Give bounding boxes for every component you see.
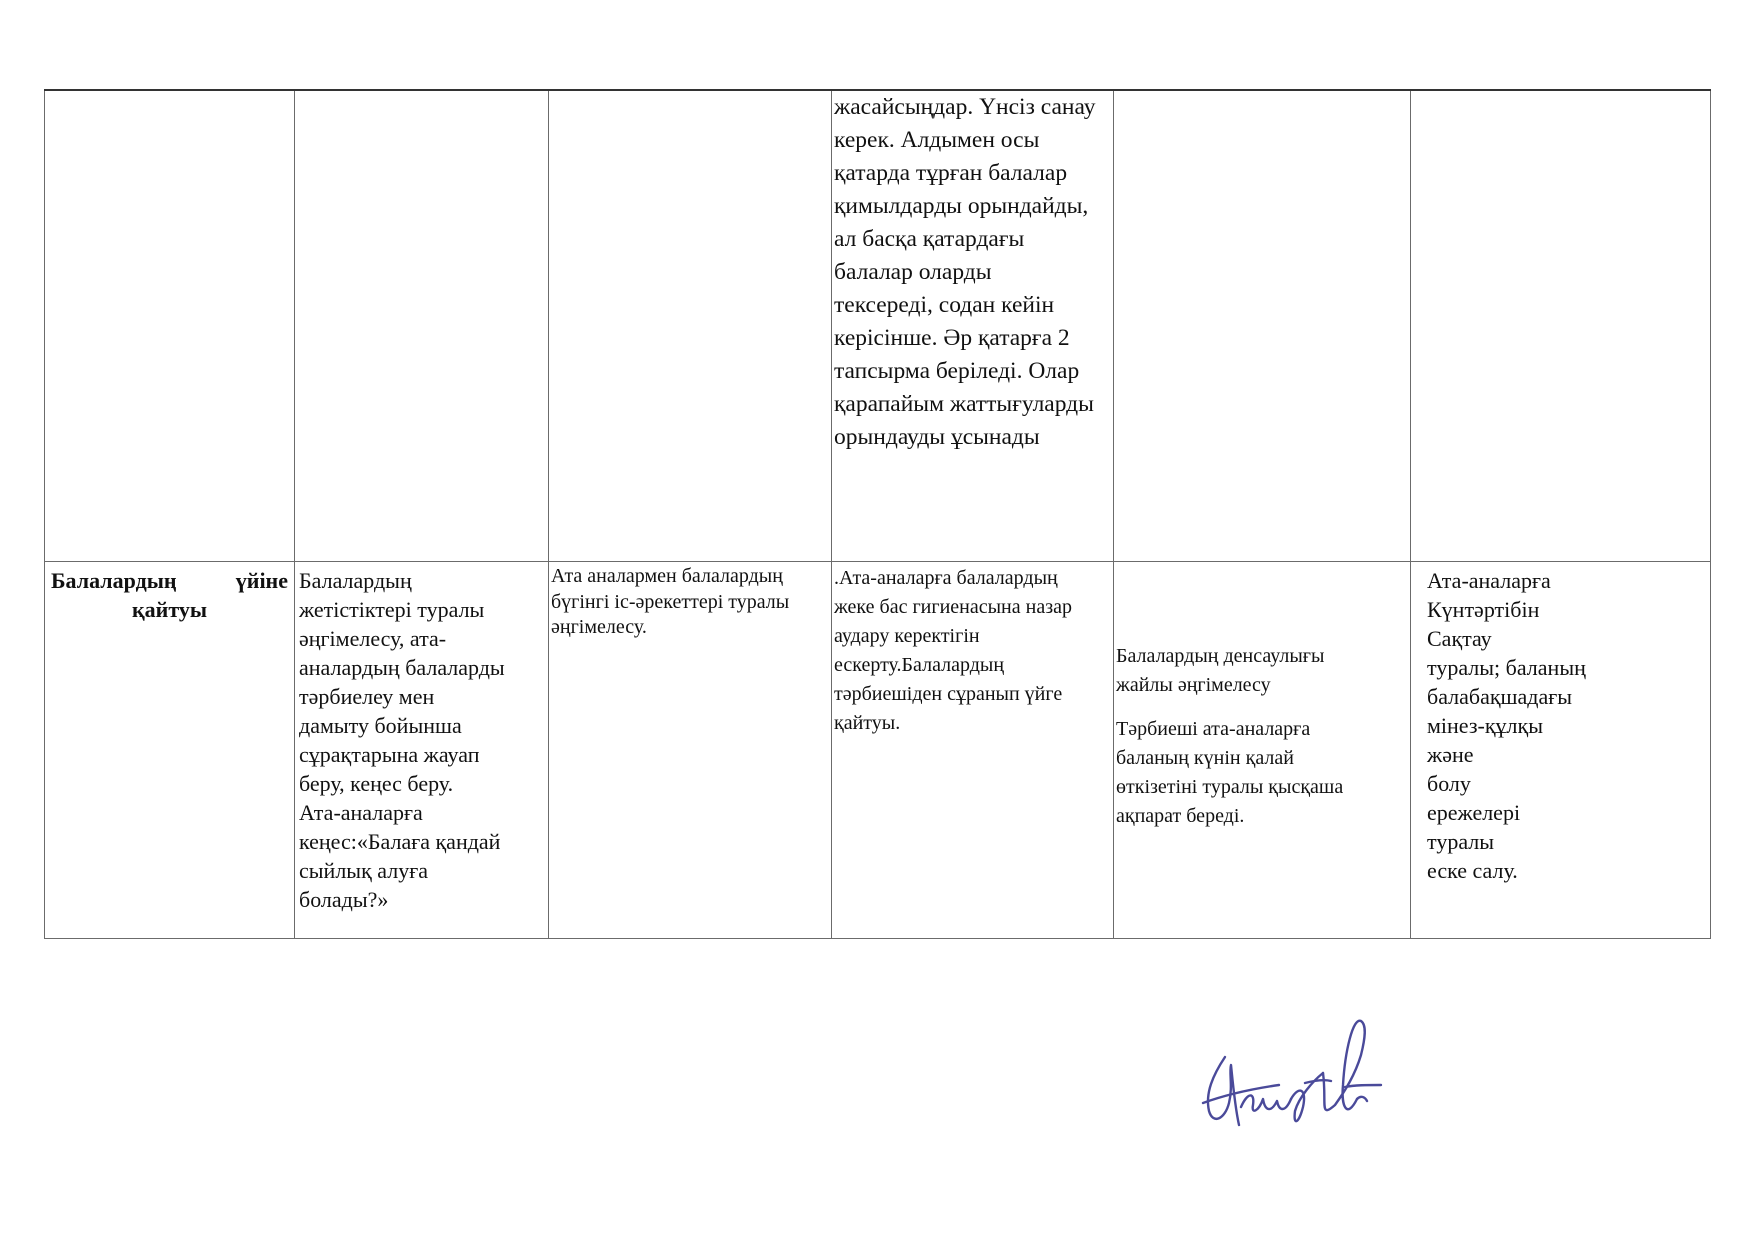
cell-text: Балалардың жетістіктері туралы әңгімелесу, ата- аналардың балаларды тәрбиелеу мен дамыту бойынша сұрақтарына жауап беру, кеңес беру. Ата-аналарға кеңес:«Балаға қандай сыйлық алуға болады?» bbox=[299, 568, 505, 912]
signature-strokes bbox=[1203, 1021, 1381, 1125]
table-row bbox=[45, 562, 1711, 939]
table-cell bbox=[1114, 90, 1411, 562]
cell-text: Ата аналармен балалардың бүгінгі іс-әрекеттері туралы әңгімелесу. bbox=[551, 565, 790, 638]
table-cell bbox=[832, 562, 1114, 939]
cell-text: Балалардың денсаулығы жайлы әңгімелесу bbox=[1116, 645, 1325, 696]
signature-stroke bbox=[1203, 1085, 1279, 1103]
signature-image bbox=[1195, 1015, 1390, 1145]
table-cell bbox=[295, 562, 549, 939]
row-label-line: қайтуы bbox=[131, 597, 208, 622]
cell-text: Ата-аналарға Күнтәртібін Сақтау туралы; баланың балабақшадағы мінез-құлқы және болу ережелері туралы еске салу. bbox=[1427, 568, 1586, 883]
row-label-line: Балалардың үйіне bbox=[51, 568, 288, 593]
cell-text: жасайсыңдар. Үнсіз санау керек. Алдымен осы қатарда тұрған балалар қимылдарды орындайды, ал басқа қатардағы балалар оларды тексереді, содан кейін керісінше. Әр қатарға 2 тапсырма беріледі. Олар қарапайым жаттығуларды орындауды ұсынады bbox=[834, 94, 1096, 450]
table-row bbox=[45, 90, 1711, 562]
cell-text: Тәрбиеші ата-аналарға баланың күнін қалай өткізетіні туралы қысқаша ақпарат береді. bbox=[1116, 718, 1344, 827]
table-cell bbox=[549, 562, 832, 939]
signature-stroke bbox=[1357, 1097, 1367, 1101]
cell-content bbox=[1114, 562, 1410, 831]
table-cell bbox=[295, 90, 549, 562]
row-label bbox=[45, 562, 294, 624]
signature-stroke bbox=[1241, 1095, 1291, 1110]
table-cell bbox=[549, 90, 832, 562]
table-cell bbox=[45, 562, 295, 939]
table-cell bbox=[1411, 562, 1711, 939]
table-cell bbox=[1114, 562, 1411, 939]
signature-stroke bbox=[1345, 1085, 1381, 1087]
cell-text: .Ата-аналарға балалардың жеке бас гигиенасына назар аудару керектігін ескерту.Балалардың тәрбиешіден сұранып үйге қайтуы. bbox=[834, 567, 1072, 734]
table-cell bbox=[1411, 90, 1711, 562]
table-cell bbox=[45, 90, 295, 562]
table-cell bbox=[832, 90, 1114, 562]
plan-table bbox=[44, 89, 1711, 939]
signature-stroke bbox=[1305, 1080, 1331, 1083]
signature-stroke bbox=[1208, 1057, 1239, 1125]
